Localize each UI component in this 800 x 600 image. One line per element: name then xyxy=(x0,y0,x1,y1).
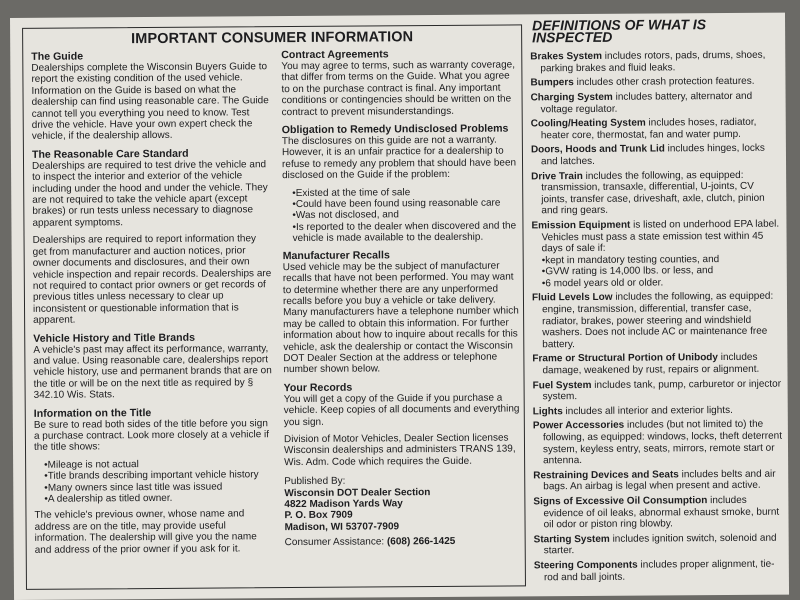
definition-text: includes other crash protection features. xyxy=(573,76,755,89)
definition-term: Restraining Devices and Seats xyxy=(533,469,679,482)
definition-term: Power Accessories xyxy=(532,420,625,432)
definition-term: Fluid Levels Low xyxy=(531,292,613,304)
definition-text: includes battery, alternator and voltage regulator. xyxy=(540,90,753,115)
definition-item xyxy=(533,419,783,467)
definition-text: includes proper alignment, tie-rod and ball joints. xyxy=(543,558,775,583)
consumer-information-box xyxy=(22,24,526,589)
definition-text: includes the following, as equipped: engine, transmission, differential, transfer case, radiator, brakes, power steering and windshield washers. Does not include AC or maintenance free battery. xyxy=(542,291,774,351)
bullet-item: • Many owners since last title was issued xyxy=(44,481,274,494)
definition-item xyxy=(533,404,783,417)
left-column xyxy=(31,49,275,562)
section-heading: Manufacturer Recalls xyxy=(282,249,390,262)
bullet-item: • 6 model years old or older. xyxy=(552,276,782,289)
document-sheet xyxy=(10,13,789,600)
section-paragraph: Division of Motor Vehicles, Dealer Section licenses Wisconsin dealerships and administers TRANS 139, Wis. Adm. Code which requires the Guide. xyxy=(283,432,516,468)
definition-term: Fuel System xyxy=(532,379,592,391)
publisher-city: Madison, WI 53707-7909 xyxy=(284,521,400,533)
section-paragraph: Dealerships are required to report information they get from manufacturer and auction notices, prior owner documents and disclosures, and their own vehicle inspection and repair records. Dealerships are not required to contact prior owners or get records of previous titles unless necessary to clear up inconsistent or questionable information that is apparent. xyxy=(32,233,272,326)
section xyxy=(283,248,520,376)
section xyxy=(33,331,273,402)
bullet-item: • kept in mandatory testing counties, and xyxy=(552,253,782,266)
definition-item xyxy=(532,352,782,377)
bullet-item: • Was not disclosed, and xyxy=(292,209,518,222)
publisher-org: Wisconsin DOT Dealer Section xyxy=(284,486,431,499)
section-paragraph: You will get a copy of the Guide if you purchase a vehicle. Keep copies of all documents and everything you sign. xyxy=(283,392,520,428)
definition-term: Charging System xyxy=(530,91,613,104)
definition-item xyxy=(531,169,781,217)
publisher-street: 4822 Madison Yards Way xyxy=(284,498,403,511)
definition-term: Brakes System xyxy=(530,51,603,63)
definition-text: includes the following, as equipped: transmission, transaxle, differential, U-joints, CV joints, transfer case, driveshaft, axle, clutch, pinion and ring gears. xyxy=(541,169,765,217)
definitions-title: DEFINITIONS OF WHAT IS INSPECTED xyxy=(532,16,707,45)
definition-text: includes ignition switch, solenoid and starter. xyxy=(543,532,777,557)
definition-text: includes evidence of oil leaks, abnormal exhaust smoke, burnt oil odor or piston ring blowby. xyxy=(543,494,780,531)
publisher-block xyxy=(284,475,520,549)
section-paragraph: The vehicle's previous owner, whose name and address are on the title, may provide useful information. The dealership will give you the name and address of the prior owner if you ask for it. xyxy=(34,508,257,556)
bullet-item: • Title brands describing important vehicle history xyxy=(44,469,274,482)
page-title: IMPORTANT CONSUMER INFORMATION xyxy=(131,29,414,48)
definition-term: Signs of Excessive Oil Consumption xyxy=(533,495,708,508)
middle-column xyxy=(281,47,520,548)
definition-item xyxy=(532,291,782,351)
section xyxy=(34,406,275,556)
definition-text: includes rotors, pads, drums, shoes, parking brakes and fluid leaks. xyxy=(540,49,766,75)
section-paragraph: You may agree to terms, such as warranty coverage, that differ from terms on the Guide. What you agree to on the purchase contract is final. Any important conditions or contingencies should be written on the contract to prevent misunderstandings. xyxy=(281,59,516,118)
section-heading: Obligation to Remedy Undisclosed Problems xyxy=(281,122,509,137)
definition-term: Doors, Hoods and Trunk Lid xyxy=(530,143,665,156)
publisher-label: Published By: xyxy=(284,475,346,488)
definition-item xyxy=(530,50,780,75)
definition-text: includes hoses, radiator, heater core, thermostat, fan and water pump. xyxy=(540,116,757,142)
section xyxy=(32,147,273,326)
definition-text: is listed on underhood EPA label. Vehicles must pass a state emission test within 45 days of sale if: xyxy=(541,218,780,255)
section xyxy=(284,380,521,468)
definition-term: Steering Components xyxy=(533,559,638,572)
definition-text: includes damage, weakened by rust, repairs or alignment. xyxy=(542,352,760,377)
definition-item xyxy=(534,532,784,557)
section xyxy=(31,49,272,143)
definition-item xyxy=(531,117,781,142)
section-heading: Your Records xyxy=(283,381,353,394)
definition-text: includes belts and air bags. An airbag is legal when present and active. xyxy=(543,468,776,493)
definition-item xyxy=(531,143,781,168)
definition-term: Starting System xyxy=(533,533,610,546)
definition-item xyxy=(533,468,783,493)
definition-text: includes hinges, locks and latches. xyxy=(540,143,765,168)
bullet-item: • A dealership as titled owner. xyxy=(44,492,274,505)
section-paragraph: Used vehicle may be the subject of manufacturer recalls that have not been performed. You may want to determine whether there are any unperformed recalls before you buy a vehicle or take delivery. Many manufacturers have a telephone number which may be called to obtain this information. For further information about how to inquire about recalls for this vehicle, ask the dealership or contact the Wisconsin DOT Dealer Section at the address or telephone number shown below. xyxy=(282,260,519,376)
section-heading: Information on the Title xyxy=(33,406,152,420)
definition-term: Frame or Structural Portion of Unibody xyxy=(532,352,719,365)
section-heading: Vehicle History and Title Brands xyxy=(33,331,195,345)
section-paragraph: A vehicle's past may affect its performance, warranty, and value. Using reasonable care, dealerships report vehicle history, use and permanent brands that are on the title or will be on the next title as required by § 342.10 Wis. Stats. xyxy=(33,342,272,402)
publisher-pobox: P. O. Box 7909 xyxy=(284,510,353,522)
section-paragraph: Dealerships are required to test drive the vehicle and to inspect the interior and exterior of the vehicle including under the hood and under the vehicle. They are not required to take the vehicle apart (except brakes) or run tests unless necessary to diagnose apparent symptoms. xyxy=(31,159,268,229)
definition-item xyxy=(530,76,780,89)
bullet-list xyxy=(34,458,274,505)
section-heading: The Reasonable Care Standard xyxy=(31,147,189,161)
definition-item xyxy=(533,495,783,532)
bullet-item: • Existed at the time of sale xyxy=(292,186,518,199)
definition-term: Drive Train xyxy=(531,170,583,182)
section-paragraph: Dealerships complete the Wisconsin Buyers Guide to report the existing condition of the used vehicle. Information on the Guide is based on what the dealership can find using reasonable care. The Guide cannot tell you everything you need to know. Test drive the vehicle. Have your own expert check the vehicle, if the dealership allows. xyxy=(31,61,269,143)
definition-item xyxy=(531,91,781,116)
bullet-item: • Is reported to the dealer when discovered and the vehicle is made available to the dealership. xyxy=(292,220,518,244)
section-paragraph: Be sure to read both sides of the title before you sign a purchase contract. Look more closely at a vehicle if the title shows: xyxy=(33,417,270,454)
consumer-assistance-label: Consumer Assistance: xyxy=(284,536,385,549)
definitions-column xyxy=(530,16,784,587)
bullet-item: • Could have been found using reasonable care xyxy=(292,198,518,211)
bullet-list xyxy=(282,186,518,245)
definition-item xyxy=(531,219,781,290)
consumer-assistance-phone: (608) 266-1425 xyxy=(386,536,456,548)
definition-text: includes tank, pump, carburetor or injector system. xyxy=(542,378,782,403)
bullet-item: • GVW rating is 14,000 lbs. or less, and xyxy=(552,265,782,278)
definition-term: Emission Equipment xyxy=(531,219,631,232)
definition-text: includes (but not limited to) the following, as equipped: windows, locks, theft deterrent system, keyless entry, seats, mirrors, remote start or antenna. xyxy=(542,419,783,467)
bullet-list xyxy=(542,253,782,289)
definition-item xyxy=(534,559,784,584)
definition-term: Bumpers xyxy=(530,77,574,89)
section xyxy=(282,122,519,244)
definitions-list xyxy=(530,50,784,584)
section-heading: The Guide xyxy=(31,50,84,63)
definition-item xyxy=(533,378,783,403)
section-heading: Contract Agreements xyxy=(281,48,389,62)
definition-term: Cooling/Heating System xyxy=(530,117,646,130)
bullet-item: • Mileage is not actual xyxy=(44,458,274,471)
consumer-assistance xyxy=(285,536,521,549)
definition-text: includes all interior and exterior lights. xyxy=(562,404,733,417)
section-paragraph: The disclosures on this guide are not a warranty. However, it is an unfair practice for a dealership to refuse to remedy any problem that should have been disclosed on the Guide if the problem: xyxy=(281,134,517,182)
definition-term: Lights xyxy=(532,405,563,418)
section xyxy=(281,47,517,118)
